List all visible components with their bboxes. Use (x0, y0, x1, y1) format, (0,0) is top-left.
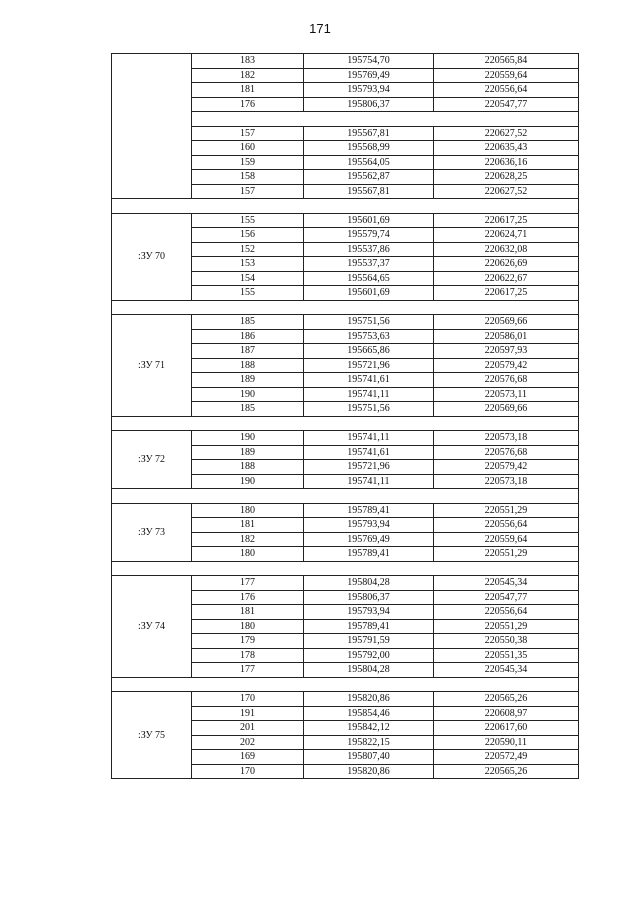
y-coordinate-cell: 220565,84 (434, 54, 579, 69)
x-coordinate-cell: 195721,96 (304, 358, 434, 373)
table-row (112, 576, 579, 591)
point-number-cell: 178 (192, 648, 304, 663)
y-coordinate-cell: 220622,67 (434, 271, 579, 286)
parcel-label: :ЗУ 75 (112, 692, 192, 779)
x-coordinate-cell: 195741,61 (304, 445, 434, 460)
point-number-cell: 177 (192, 576, 304, 591)
x-coordinate-cell: 195741,11 (304, 431, 434, 446)
y-coordinate-cell: 220617,60 (434, 721, 579, 736)
table-row (112, 54, 579, 69)
y-coordinate-cell: 220565,26 (434, 764, 579, 779)
point-number-cell: 160 (192, 141, 304, 156)
x-coordinate-cell: 195568,99 (304, 141, 434, 156)
x-coordinate-cell: 195564,05 (304, 155, 434, 170)
x-coordinate-cell: 195806,37 (304, 97, 434, 112)
point-number-cell: 180 (192, 547, 304, 562)
point-number-cell: 189 (192, 445, 304, 460)
y-coordinate-cell: 220556,64 (434, 518, 579, 533)
point-number-cell: 176 (192, 97, 304, 112)
table-spacer-row (112, 561, 579, 576)
point-number-cell: 190 (192, 474, 304, 489)
x-coordinate-cell: 195789,41 (304, 547, 434, 562)
x-coordinate-cell: 195791,59 (304, 634, 434, 649)
table-spacer-row (112, 677, 579, 692)
y-coordinate-cell: 220547,77 (434, 590, 579, 605)
point-number-cell: 181 (192, 518, 304, 533)
x-coordinate-cell: 195806,37 (304, 590, 434, 605)
point-number-cell: 180 (192, 619, 304, 634)
point-number-cell: 177 (192, 663, 304, 678)
point-number-cell: 170 (192, 692, 304, 707)
y-coordinate-cell: 220626,69 (434, 257, 579, 272)
point-number-cell: 170 (192, 764, 304, 779)
x-coordinate-cell: 195854,46 (304, 706, 434, 721)
x-coordinate-cell: 195842,12 (304, 721, 434, 736)
y-coordinate-cell: 220573,18 (434, 431, 579, 446)
table-row (112, 431, 579, 446)
parcel-label: :ЗУ 73 (112, 503, 192, 561)
table-spacer-row (112, 199, 579, 214)
y-coordinate-cell: 220576,68 (434, 445, 579, 460)
y-coordinate-cell: 220551,29 (434, 547, 579, 562)
y-coordinate-cell: 220556,64 (434, 605, 579, 620)
point-number-cell: 188 (192, 460, 304, 475)
parcel-label (112, 54, 192, 199)
x-coordinate-cell: 195579,74 (304, 228, 434, 243)
y-coordinate-cell: 220551,29 (434, 503, 579, 518)
point-number-cell: 153 (192, 257, 304, 272)
y-coordinate-cell: 220545,34 (434, 663, 579, 678)
x-coordinate-cell: 195601,69 (304, 213, 434, 228)
coordinates-table-body (112, 54, 579, 779)
table-spacer-row (112, 416, 579, 431)
parcel-label: :ЗУ 70 (112, 213, 192, 300)
x-coordinate-cell: 195793,94 (304, 518, 434, 533)
x-coordinate-cell: 195792,00 (304, 648, 434, 663)
y-coordinate-cell: 220586,01 (434, 329, 579, 344)
point-number-cell: 169 (192, 750, 304, 765)
point-number-cell: 190 (192, 387, 304, 402)
point-number-cell: 152 (192, 242, 304, 257)
table-spacer-cell (112, 489, 579, 504)
point-number-cell: 181 (192, 83, 304, 98)
y-coordinate-cell: 220632,08 (434, 242, 579, 257)
point-number-cell: 182 (192, 68, 304, 83)
x-coordinate-cell: 195567,81 (304, 126, 434, 141)
y-coordinate-cell: 220550,38 (434, 634, 579, 649)
y-coordinate-cell: 220551,29 (434, 619, 579, 634)
table-row (112, 213, 579, 228)
parcel-label: :ЗУ 72 (112, 431, 192, 489)
y-coordinate-cell: 220559,64 (434, 532, 579, 547)
x-coordinate-cell: 195822,15 (304, 735, 434, 750)
table-spacer-cell (112, 561, 579, 576)
x-coordinate-cell: 195537,37 (304, 257, 434, 272)
table-spacer-cell (112, 199, 579, 214)
y-coordinate-cell: 220608,97 (434, 706, 579, 721)
y-coordinate-cell: 220617,25 (434, 213, 579, 228)
x-coordinate-cell: 195741,11 (304, 474, 434, 489)
y-coordinate-cell: 220627,52 (434, 184, 579, 199)
point-number-cell: 157 (192, 184, 304, 199)
table-spacer-cell (112, 677, 579, 692)
y-coordinate-cell: 220579,42 (434, 358, 579, 373)
table-spacer-cell (112, 300, 579, 315)
y-coordinate-cell: 220590,11 (434, 735, 579, 750)
point-number-cell: 158 (192, 170, 304, 185)
x-coordinate-cell: 195793,94 (304, 83, 434, 98)
y-coordinate-cell: 220545,34 (434, 576, 579, 591)
x-coordinate-cell: 195537,86 (304, 242, 434, 257)
point-number-cell: 185 (192, 315, 304, 330)
x-coordinate-cell: 195753,63 (304, 329, 434, 344)
y-coordinate-cell: 220624,71 (434, 228, 579, 243)
x-coordinate-cell: 195804,28 (304, 576, 434, 591)
x-coordinate-cell: 195567,81 (304, 184, 434, 199)
y-coordinate-cell: 220627,52 (434, 126, 579, 141)
table-row (112, 503, 579, 518)
table-spacer-cell (192, 112, 579, 127)
point-number-cell: 202 (192, 735, 304, 750)
y-coordinate-cell: 220569,66 (434, 315, 579, 330)
y-coordinate-cell: 220569,66 (434, 402, 579, 417)
x-coordinate-cell: 195804,28 (304, 663, 434, 678)
y-coordinate-cell: 220573,18 (434, 474, 579, 489)
table-spacer-row (112, 489, 579, 504)
table-row (112, 315, 579, 330)
point-number-cell: 159 (192, 155, 304, 170)
coordinates-table (111, 53, 579, 779)
x-coordinate-cell: 195751,56 (304, 402, 434, 417)
x-coordinate-cell: 195665,86 (304, 344, 434, 359)
y-coordinate-cell: 220635,43 (434, 141, 579, 156)
y-coordinate-cell: 220617,25 (434, 286, 579, 301)
point-number-cell: 157 (192, 126, 304, 141)
point-number-cell: 180 (192, 503, 304, 518)
point-number-cell: 181 (192, 605, 304, 620)
y-coordinate-cell: 220559,64 (434, 68, 579, 83)
page-number: 171 (309, 21, 331, 36)
point-number-cell: 191 (192, 706, 304, 721)
point-number-cell: 179 (192, 634, 304, 649)
x-coordinate-cell: 195769,49 (304, 68, 434, 83)
y-coordinate-cell: 220628,25 (434, 170, 579, 185)
y-coordinate-cell: 220551,35 (434, 648, 579, 663)
y-coordinate-cell: 220556,64 (434, 83, 579, 98)
table-row (112, 692, 579, 707)
parcel-label: :ЗУ 74 (112, 576, 192, 678)
table-spacer-row (112, 300, 579, 315)
x-coordinate-cell: 195741,61 (304, 373, 434, 388)
point-number-cell: 201 (192, 721, 304, 736)
x-coordinate-cell: 195793,94 (304, 605, 434, 620)
x-coordinate-cell: 195564,65 (304, 271, 434, 286)
point-number-cell: 176 (192, 590, 304, 605)
y-coordinate-cell: 220547,77 (434, 97, 579, 112)
x-coordinate-cell: 195820,86 (304, 764, 434, 779)
point-number-cell: 155 (192, 286, 304, 301)
point-number-cell: 186 (192, 329, 304, 344)
x-coordinate-cell: 195562,87 (304, 170, 434, 185)
point-number-cell: 185 (192, 402, 304, 417)
point-number-cell: 190 (192, 431, 304, 446)
point-number-cell: 155 (192, 213, 304, 228)
x-coordinate-cell: 195601,69 (304, 286, 434, 301)
point-number-cell: 188 (192, 358, 304, 373)
x-coordinate-cell: 195769,49 (304, 532, 434, 547)
point-number-cell: 189 (192, 373, 304, 388)
x-coordinate-cell: 195820,86 (304, 692, 434, 707)
x-coordinate-cell: 195807,40 (304, 750, 434, 765)
y-coordinate-cell: 220573,11 (434, 387, 579, 402)
y-coordinate-cell: 220576,68 (434, 373, 579, 388)
x-coordinate-cell: 195789,41 (304, 619, 434, 634)
table-spacer-cell (112, 416, 579, 431)
x-coordinate-cell: 195721,96 (304, 460, 434, 475)
y-coordinate-cell: 220636,16 (434, 155, 579, 170)
point-number-cell: 183 (192, 54, 304, 69)
point-number-cell: 187 (192, 344, 304, 359)
y-coordinate-cell: 220572,49 (434, 750, 579, 765)
y-coordinate-cell: 220565,26 (434, 692, 579, 707)
point-number-cell: 156 (192, 228, 304, 243)
x-coordinate-cell: 195741,11 (304, 387, 434, 402)
y-coordinate-cell: 220597,93 (434, 344, 579, 359)
x-coordinate-cell: 195754,70 (304, 54, 434, 69)
point-number-cell: 182 (192, 532, 304, 547)
y-coordinate-cell: 220579,42 (434, 460, 579, 475)
point-number-cell: 154 (192, 271, 304, 286)
parcel-label: :ЗУ 71 (112, 315, 192, 417)
x-coordinate-cell: 195789,41 (304, 503, 434, 518)
x-coordinate-cell: 195751,56 (304, 315, 434, 330)
